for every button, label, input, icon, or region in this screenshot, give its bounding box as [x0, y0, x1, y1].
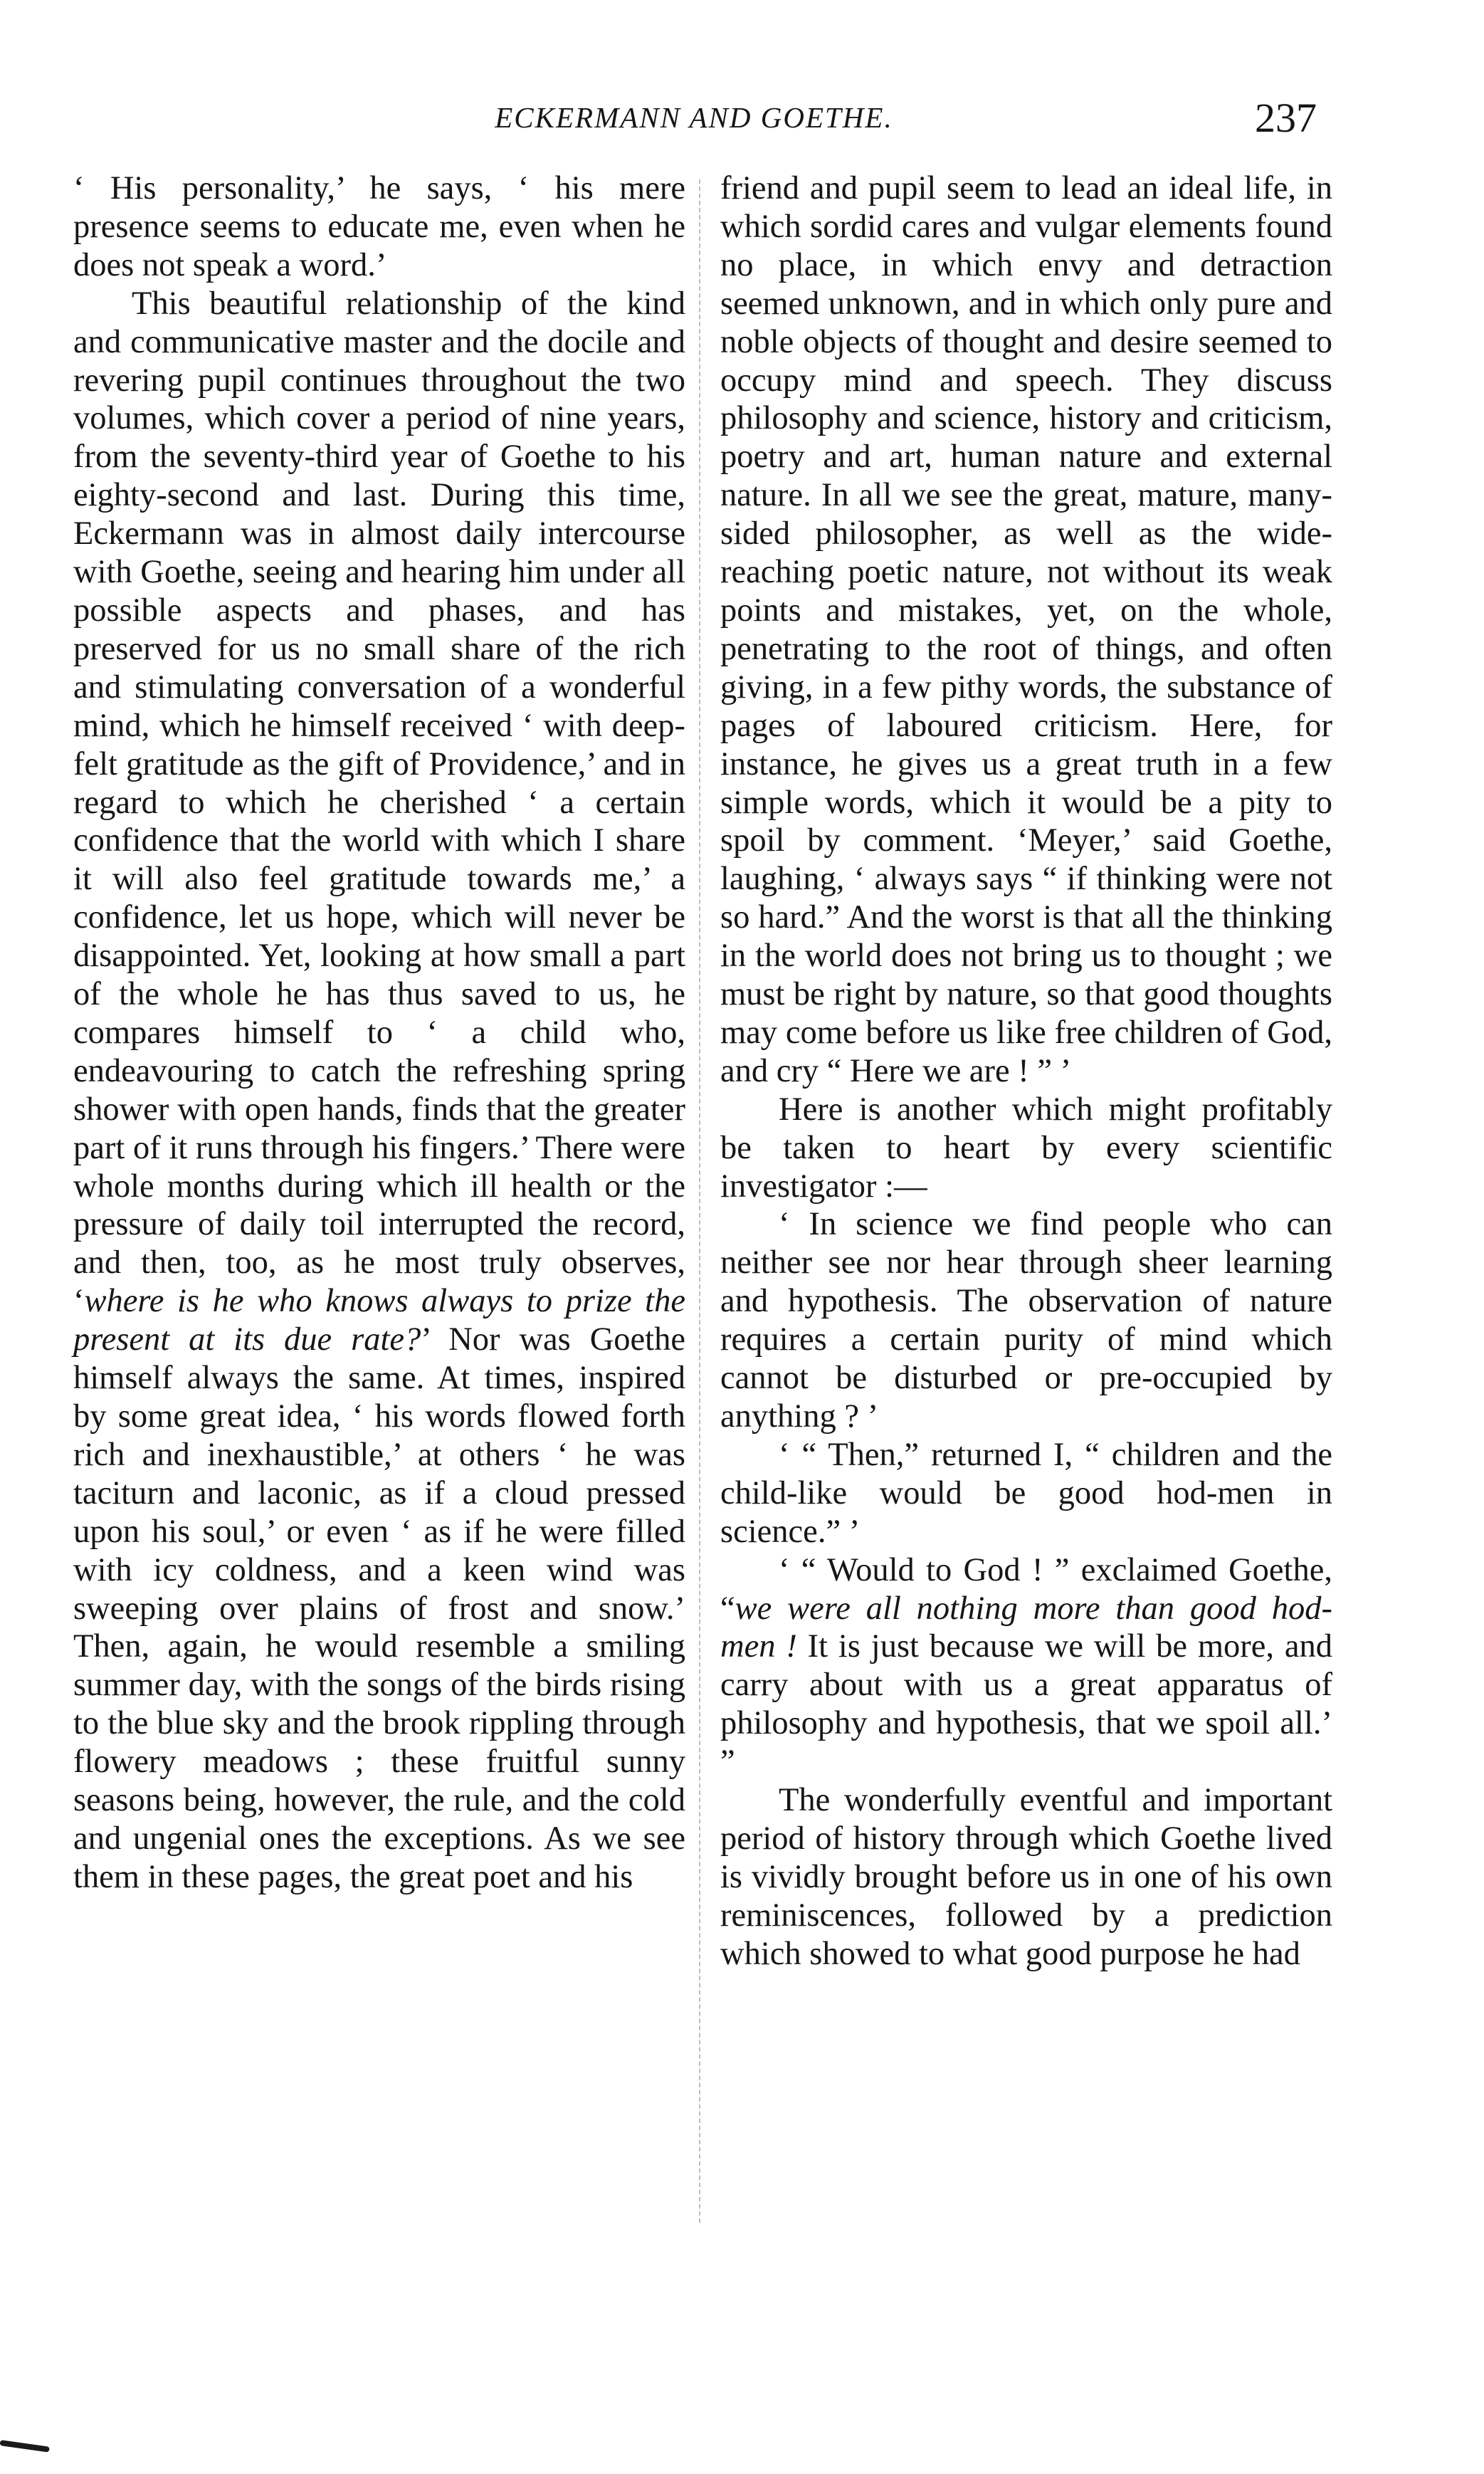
- paragraph: ‘ In science we find people who can neither see nor hear through sheer learning and hypothesis. The observation of nature requires a certain purity of mind which cannot be disturbed or pre-occupied by anything ? ’: [720, 1206, 1332, 1435]
- italic-quote: where is he who knows always to prize the present at its due rate?: [73, 1283, 685, 1358]
- running-head: [71, 95, 1317, 150]
- left-column: [73, 169, 685, 1897]
- paragraph: The wonderfully eventful and important period of history through which Goethe lived is vividly brought before us in one of his own reminiscences, followed by a prediction which showed to what good purpose he had: [720, 1782, 1332, 1972]
- right-column: [720, 169, 1332, 1974]
- text-run: It is just because we will be more, and carry about with us a great apparatus of philosophy and hypothesis, that we spoil all.’ ”: [720, 1628, 1332, 1781]
- running-title: ECKERMANN AND GOETHE.: [495, 101, 893, 134]
- page-number: 237: [1255, 95, 1317, 141]
- scan-edge-mark: [0, 2440, 50, 2453]
- paragraph: Here is another which might profitably be taken to heart by every scientific investigator :—: [720, 1091, 1332, 1205]
- paragraph: friend and pupil seem to lead an ideal life, in which sordid cares and vulgar elements found no place, in which envy and detraction seemed unknown, and in which only pure and noble objects of thought and desire seemed to occupy mind and speech. They discuss philosophy and science, history and criticism, poetry and art, human nature and external nature. In all we see the great, mature, many-sided philosopher, as well as the wide-reaching poetic nature, not without its weak points and mistakes, yet, on the whole, penetrating to the root of things, and often giving, in a few pithy words, the substance of pages of laboured criticism. Here, for instance, he gives us a great truth in a few simple words, which it would be a pity to spoil by comment. ‘Meyer,’ said Goethe, laughing, ‘ always says “ if thinking were not so hard.” And the worst is that all the thinking in the world does not bring us to thought ; we must be right by nature, so that good thoughts may come before us like free children of God, and cry “ Here we are ! ” ’: [720, 170, 1332, 1089]
- paragraph: [73, 285, 685, 1897]
- text-run: This beautiful relationship of the kind and communicative master and the docile and revering pupil continues throughout the two volumes, which cover a period of nine years, from the seventy-third year of Goethe to his eighty-second and last. During this time, Eckermann was in almost daily intercourse with Goethe, seeing and hearing him under all possible aspects and phases, and has preserved for us no small share of the rich and stimulating conversation of a wonderful mind, which he himself received ‘ with deep-felt gratitude as the gift of Providence,’ and in regard to which he cherished ‘ a certain confidence that the world with which I share it will also feel gratitude towards me,’ a confidence, let us hope, which will never be disappointed. Yet, looking at how small a part of the whole he has thus saved to us, he compares himself to ‘ a child who, endeavouring to catch the refreshing spring shower with open hands, finds that the greater part of it runs through his fingers.’ There were whole months during which ill health or the pressure of daily toil interrupted the record, and then, too, as he most truly observes, ‘: [73, 285, 686, 1320]
- paragraph: ‘ His personality,’ he says, ‘ his mere presence seems to educate me, even when he does not speak a word.’: [73, 170, 685, 283]
- text-run: ’ Nor was Goethe himself always the same. At times, inspired by some great idea, ‘ his words flowed forth rich and inexhaustible,’ at others ‘ he was taciturn and laconic, as if a cloud pressed upon his soul,’ or even ‘ as if he were filled with icy coldness, and a keen wind was sweeping over plains of frost and snow.’ Then, again, he would resemble a smiling summer day, with the songs of the birds rising to the blue sky and the brook rippling through flowery meadows ; these fruitful sunny seasons being, however, the rule, and the cold and ungenial ones the exceptions. As we see them in these pages, the great poet and his: [73, 1321, 685, 1895]
- paragraph: [720, 1551, 1332, 1781]
- italic-quote: we were all nothing more than good hod-men !: [720, 1590, 1332, 1665]
- column-divider: [699, 179, 700, 2223]
- text-run: ‘ “ Would to God ! ” exclaimed Goethe, “: [720, 1551, 1332, 1627]
- paragraph: ‘ “ Then,” returned I, “ children and the child-like would be good hod-men in science.” ’: [720, 1436, 1332, 1550]
